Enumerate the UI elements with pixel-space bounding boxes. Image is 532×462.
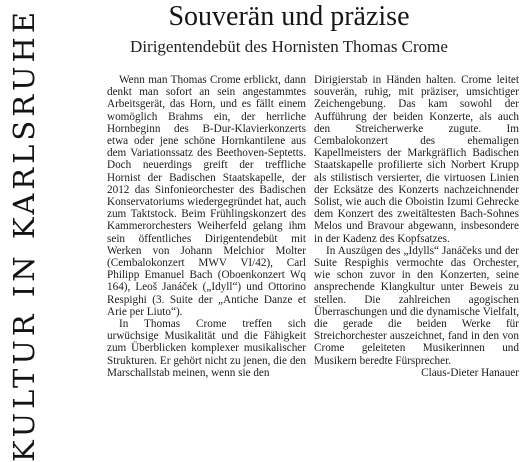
article-paragraph: Dirigierstab in Händen halten. Crome leitet souverän, ruhig, mit präziser, umsichtiger Zeichengebung. Das kam sowohl der Aufführung der beiden Konzerte, als auch den Streicherwerke zugute. Im Cembalokonzert des ehemaligen Kapellmeisters der Markgräflich Badischen Staatskapelle profilierte sich Norbert Krupp als stilistisch versierter, die virtuosen Linien der Ecksätze des Konzerts nachzeichnender Solist, wie auch die Oboistin Izumi Gehrecke dem Konzert des zweitältesten Bach-Sohnes Melos und Bravour abgewann, insbesondere in der Kadenz des Kopfsatzes. (314, 74, 519, 245)
article-paragraph: In Auszügen des „Idylls“ Janáčeks und der Suite Respighis vermochte das Orchester, wie schon zuvor in den Konzerten, seine ansprechende Klangkultur unter Beweis zu stellen. Die zahlreichen agogischen Überraschungen und die dynamische Vielfalt, die gerade die beiden Werke für Streichorchester auszeichnet, fand in den von Crome geleiteten Musikerinnen und Musikern beredte Fürsprecher. (314, 244, 519, 367)
article-author: Claus-Dieter Hanauer (421, 366, 519, 379)
article-column-1 (107, 74, 306, 379)
section-rubric: KULTUR IN KARLSRUHE (7, 8, 41, 462)
article-paragraph: In Thomas Crome treffen sich urwüchsige Musikalität und die Fähigkeit zum Überblicken komplexer musikalischer Strukturen. Er gehört nicht zu jenen, die den Marschallstab meinen, wenn sie den (107, 318, 306, 379)
article-headline: Souverän und präzise (168, 1, 410, 32)
article-column-2 (314, 74, 519, 379)
section-rubric-bar (2, 0, 46, 462)
article-paragraph: Wenn man Thomas Crome erblickt, dann denkt man sofort an sein angestammtes Arbeitsgerät, das Horn, und es fällt einem womöglich Brahms ein, der herrliche Hornbeginn des B-Dur-Klavierkonzerts etwa oder jene schöne Hornkantilene aus dem Variationssatz des Beethoven-Septetts. Doch neuerdings greift der treffliche Hornist der Badischen Staatskapelle, der 2012 das Sinfonieorchester des Badischen Konservatoriums wiedergegründet hat, auch zum Taktstock. Beim Frühlingskonzert des Kammerorchesters Weiherfeld gelang ihm sein öffentliches Dirigentendebüt mit Werken von Johann Melchior Molter (Cembalokonzert MWV VI/42), Carl Philipp Emanuel Bach (Oboenkonzert Wq 164), Leoš Janáček („Idyll“) und Ottorino Respighi (3. Suite der „Antiche Danze et Arie per Liuto“). (107, 74, 306, 318)
article-subheadline: Dirigentendebüt des Hornisten Thomas Crome (130, 37, 448, 56)
